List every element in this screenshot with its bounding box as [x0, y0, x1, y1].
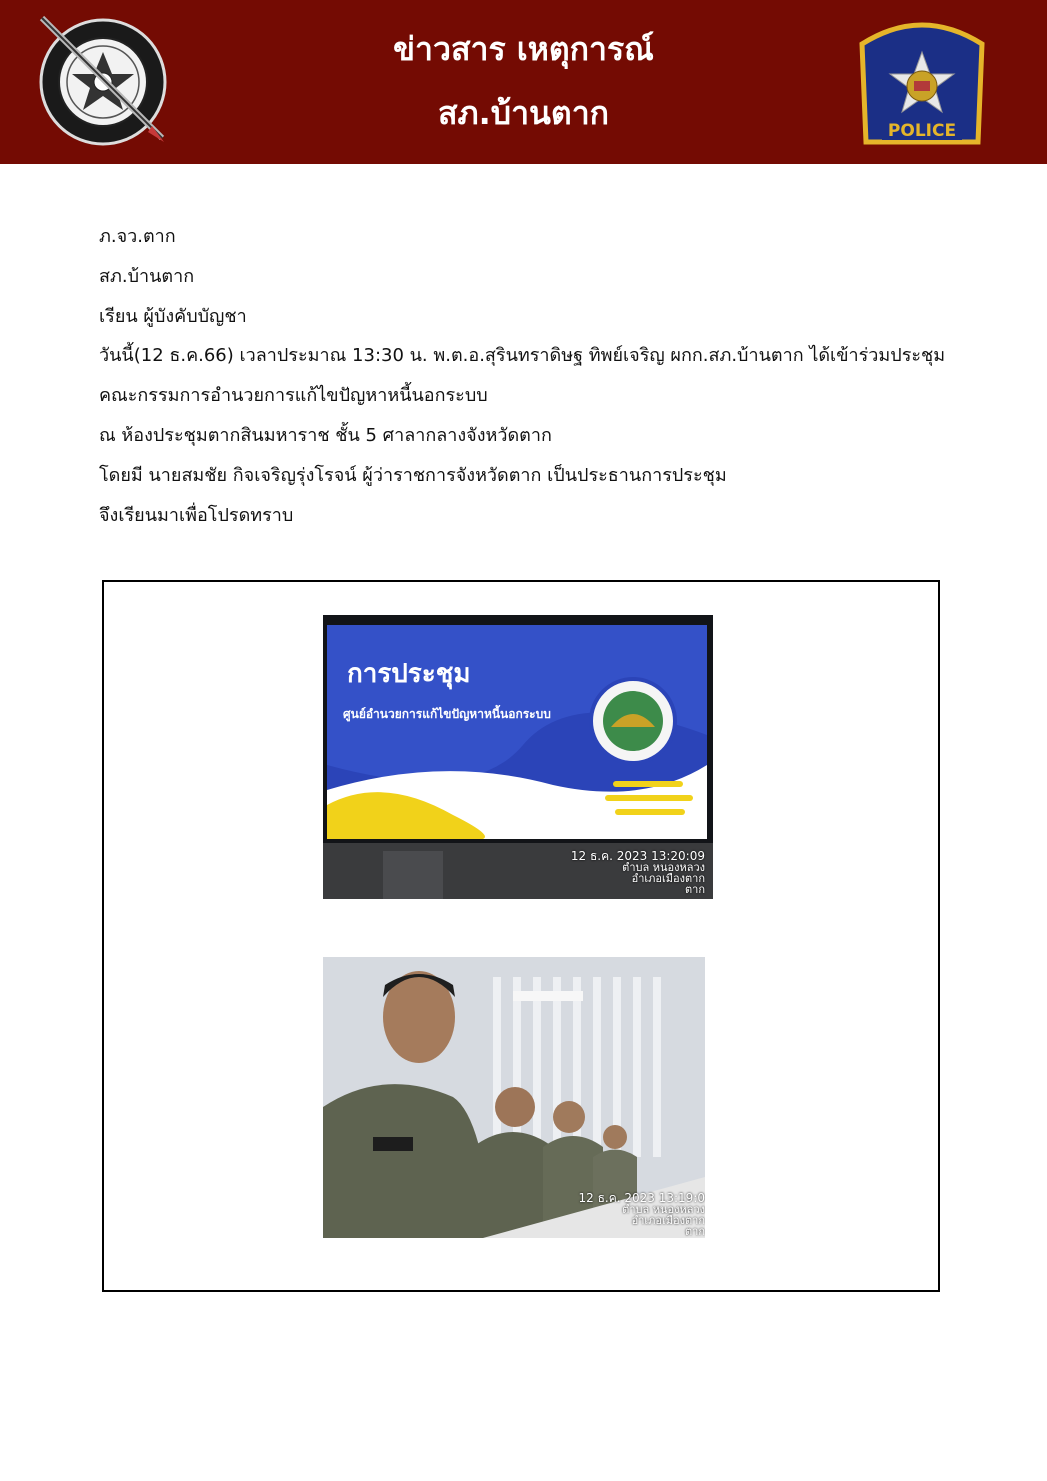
photo-timestamp: 12 ธ.ค. 2023 13:20:09 ตำบล หนองหลวง อำเภอเมืองตาก ตาก: [570, 849, 705, 896]
letter-line-closing: จึงเรียนมาเพื่อโปรดทราบ: [99, 504, 294, 526]
letter-line-station: สภ.บ้านตาก: [99, 265, 195, 287]
screen-subtitle: ศูนย์อำนวยการแก้ไขปัญหาหนี้นอกระบบ: [343, 707, 551, 721]
banner-subtitle: สภ.บ้านตาก: [437, 94, 610, 132]
letter-line-chairman: โดยมี นายสมชัย กิจเจริญรุ่งโรจน์ ผู้ว่าราชการจังหวัดตาก เป็นประธานการประชุม: [99, 464, 727, 486]
meeting-attendees-photo: [323, 957, 705, 1238]
banner-title: ข่าวสาร เหตุการณ์: [393, 30, 654, 68]
letter-line-division: ภ.จว.ตาก: [99, 226, 176, 247]
photo-timestamp: 12 ธ.ค. 2023 13:19:0 ตำบล หนองหลวง อำเภอเมืองตาก ตาก: [578, 1191, 705, 1238]
letter-line-salutation: เรียน ผู้บังคับบัญชา: [99, 305, 247, 327]
screen-title: การประชุม: [347, 659, 471, 689]
letter-body: [99, 222, 979, 540]
letter-line-date-event: วันนี้(12 ธ.ค.66) เวลาประมาณ 13:30 น. พ.ต.อ.สุรินทราดิษฐ ทิพย์เจริญ ผกก.สภ.บ้านตาก ได้เข้าร่วมประชุม: [99, 345, 946, 367]
photo-frame: [102, 580, 940, 1292]
police-badge-label: POLICE: [887, 121, 957, 141]
header-banner: [0, 0, 1047, 164]
tak-provincial-police-badge-icon: [852, 14, 992, 148]
letter-line-location: ณ ห้องประชุมตากสินมหาราช ชั้น 5 ศาลากลางจังหวัดตาก: [99, 424, 552, 446]
letter-line-committee: คณะกรรมการอำนวยการแก้ไขปัญหาหนี้นอกระบบ: [99, 385, 488, 407]
meeting-screen-photo: [323, 615, 713, 899]
